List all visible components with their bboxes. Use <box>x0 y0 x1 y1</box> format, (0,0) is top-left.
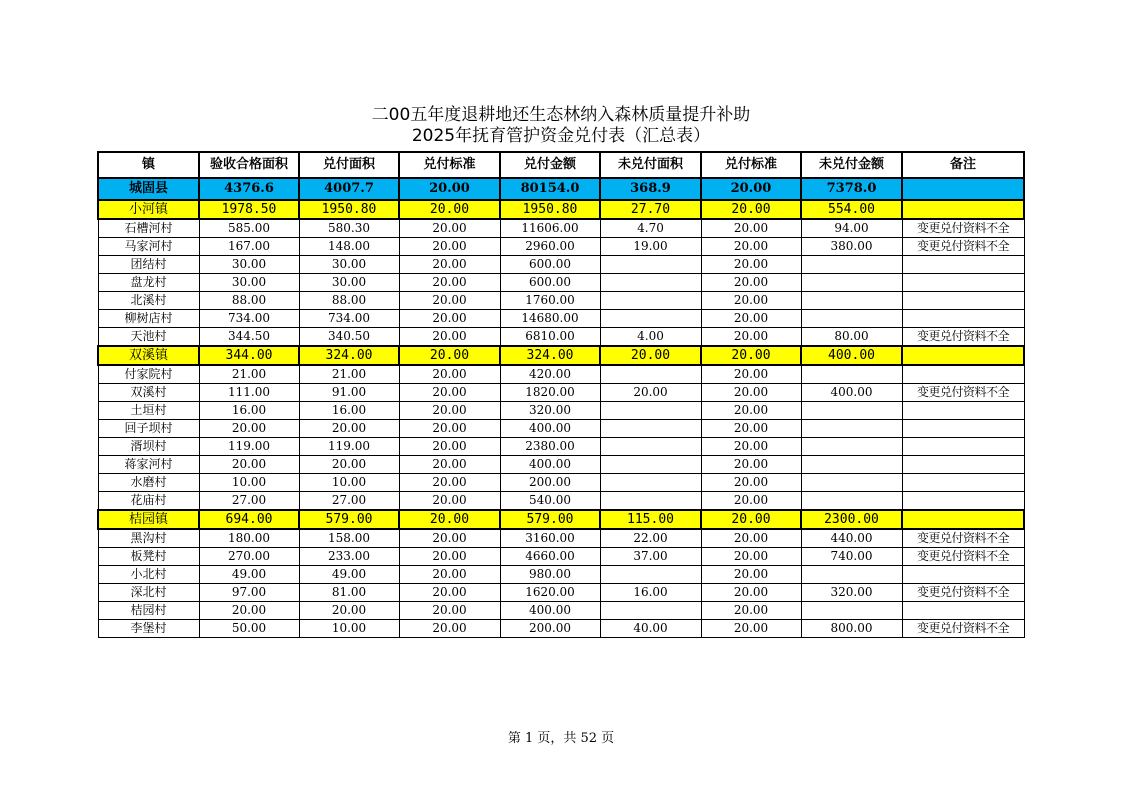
cell-remarks <box>902 274 1024 292</box>
cell-unpaid-amount <box>801 492 902 511</box>
cell-unpaid-amount: 320.00 <box>801 584 902 602</box>
col-header-paid-area: 兑付面积 <box>299 152 399 178</box>
cell-unpaid-standard: 20.00 <box>701 438 801 456</box>
cell-pay-standard: 20.00 <box>399 602 500 620</box>
cell-paid-amount: 200.00 <box>500 474 600 492</box>
cell-accepted-area: 50.00 <box>199 620 299 638</box>
cell-unpaid-standard: 20.00 <box>701 256 801 274</box>
cell-paid-amount: 1760.00 <box>500 292 600 310</box>
cell-pay-standard: 20.00 <box>399 566 500 584</box>
village-row <box>98 384 1024 402</box>
cell-paid-amount: 6810.00 <box>500 328 600 347</box>
cell-unpaid-area <box>600 566 701 584</box>
cell-name: 蒋家河村 <box>98 456 199 474</box>
cell-paid-area: 20.00 <box>299 420 399 438</box>
cell-accepted-area: 585.00 <box>199 219 299 238</box>
cell-paid-area: 30.00 <box>299 274 399 292</box>
cell-paid-amount: 2960.00 <box>500 238 600 256</box>
cell-paid-area: 10.00 <box>299 474 399 492</box>
cell-paid-amount: 4660.00 <box>500 548 600 566</box>
cell-unpaid-amount <box>801 402 902 420</box>
payment-summary-table <box>97 151 1025 638</box>
cell-paid-amount: 1950.80 <box>500 200 600 219</box>
cell-remarks <box>902 292 1024 310</box>
cell-remarks <box>902 310 1024 328</box>
cell-pay-standard: 20.00 <box>399 584 500 602</box>
cell-unpaid-amount: 380.00 <box>801 238 902 256</box>
cell-paid-amount: 400.00 <box>500 456 600 474</box>
cell-unpaid-area: 19.00 <box>600 238 701 256</box>
cell-remarks: 变更兑付资料不全 <box>902 529 1024 548</box>
cell-paid-amount: 200.00 <box>500 620 600 638</box>
cell-accepted-area: 16.00 <box>199 402 299 420</box>
cell-unpaid-area: 22.00 <box>600 529 701 548</box>
cell-paid-area: 27.00 <box>299 492 399 511</box>
cell-unpaid-standard: 20.00 <box>701 548 801 566</box>
cell-remarks <box>902 602 1024 620</box>
cell-paid-area: 579.00 <box>299 510 399 529</box>
cell-pay-standard: 20.00 <box>399 238 500 256</box>
cell-unpaid-area: 37.00 <box>600 548 701 566</box>
cell-name: 石槽河村 <box>98 219 199 238</box>
cell-unpaid-standard: 20.00 <box>701 178 801 200</box>
cell-unpaid-amount: 554.00 <box>801 200 902 219</box>
col-header-accepted-area: 验收合格面积 <box>199 152 299 178</box>
cell-remarks: 变更兑付资料不全 <box>902 620 1024 638</box>
cell-accepted-area: 180.00 <box>199 529 299 548</box>
cell-remarks <box>902 178 1024 200</box>
cell-name: 北溪村 <box>98 292 199 310</box>
cell-remarks <box>902 256 1024 274</box>
cell-paid-area: 91.00 <box>299 384 399 402</box>
cell-unpaid-standard: 20.00 <box>701 456 801 474</box>
cell-paid-area: 20.00 <box>299 456 399 474</box>
cell-name: 小河镇 <box>98 200 199 219</box>
village-row <box>98 584 1024 602</box>
cell-pay-standard: 20.00 <box>399 292 500 310</box>
cell-name: 土垣村 <box>98 402 199 420</box>
cell-remarks: 变更兑付资料不全 <box>902 384 1024 402</box>
cell-unpaid-amount <box>801 566 902 584</box>
cell-accepted-area: 88.00 <box>199 292 299 310</box>
cell-paid-amount: 600.00 <box>500 256 600 274</box>
cell-paid-amount: 14680.00 <box>500 310 600 328</box>
cell-remarks <box>902 420 1024 438</box>
cell-unpaid-standard: 20.00 <box>701 200 801 219</box>
cell-remarks <box>902 346 1024 365</box>
cell-paid-amount: 11606.00 <box>500 219 600 238</box>
cell-accepted-area: 344.50 <box>199 328 299 347</box>
cell-accepted-area: 10.00 <box>199 474 299 492</box>
cell-unpaid-standard: 20.00 <box>701 402 801 420</box>
document-title-line-1: 二00五年度退耕地还生态林纳入森林质量提升补助 <box>371 105 751 125</box>
cell-unpaid-area <box>600 602 701 620</box>
cell-accepted-area: 20.00 <box>199 602 299 620</box>
cell-name: 柳树店村 <box>98 310 199 328</box>
cell-name: 天池村 <box>98 328 199 347</box>
cell-remarks <box>902 200 1024 219</box>
cell-unpaid-amount: 400.00 <box>801 384 902 402</box>
cell-pay-standard: 20.00 <box>399 328 500 347</box>
cell-paid-area: 158.00 <box>299 529 399 548</box>
cell-unpaid-area: 368.9 <box>600 178 701 200</box>
cell-paid-area: 21.00 <box>299 365 399 384</box>
cell-unpaid-amount: 2300.00 <box>801 510 902 529</box>
cell-unpaid-amount <box>801 474 902 492</box>
cell-name: 付家院村 <box>98 365 199 384</box>
cell-unpaid-amount: 740.00 <box>801 548 902 566</box>
cell-unpaid-amount <box>801 420 902 438</box>
cell-unpaid-amount: 94.00 <box>801 219 902 238</box>
cell-paid-area: 233.00 <box>299 548 399 566</box>
village-row <box>98 219 1024 238</box>
village-row <box>98 256 1024 274</box>
cell-accepted-area: 270.00 <box>199 548 299 566</box>
cell-pay-standard: 20.00 <box>399 178 500 200</box>
cell-pay-standard: 20.00 <box>399 402 500 420</box>
cell-pay-standard: 20.00 <box>399 420 500 438</box>
cell-pay-standard: 20.00 <box>399 219 500 238</box>
cell-unpaid-amount: 7378.0 <box>801 178 902 200</box>
cell-pay-standard: 20.00 <box>399 438 500 456</box>
cell-accepted-area: 167.00 <box>199 238 299 256</box>
cell-accepted-area: 119.00 <box>199 438 299 456</box>
village-row <box>98 620 1024 638</box>
village-row <box>98 474 1024 492</box>
cell-paid-area: 119.00 <box>299 438 399 456</box>
cell-unpaid-area <box>600 474 701 492</box>
cell-pay-standard: 20.00 <box>399 384 500 402</box>
cell-unpaid-standard: 20.00 <box>701 620 801 638</box>
cell-accepted-area: 21.00 <box>199 365 299 384</box>
cell-unpaid-area <box>600 456 701 474</box>
col-header-unpaid-amount: 未兑付金额 <box>801 152 902 178</box>
cell-unpaid-standard: 20.00 <box>701 328 801 347</box>
cell-unpaid-standard: 20.00 <box>701 238 801 256</box>
cell-name: 城固县 <box>98 178 199 200</box>
cell-pay-standard: 20.00 <box>399 548 500 566</box>
cell-unpaid-standard: 20.00 <box>701 584 801 602</box>
cell-name: 板凳村 <box>98 548 199 566</box>
village-row <box>98 492 1024 511</box>
cell-name: 盘龙村 <box>98 274 199 292</box>
cell-unpaid-standard: 20.00 <box>701 474 801 492</box>
cell-paid-area: 16.00 <box>299 402 399 420</box>
cell-unpaid-amount <box>801 256 902 274</box>
cell-remarks <box>902 365 1024 384</box>
cell-paid-area: 4007.7 <box>299 178 399 200</box>
cell-pay-standard: 20.00 <box>399 456 500 474</box>
village-row <box>98 602 1024 620</box>
cell-accepted-area: 20.00 <box>199 420 299 438</box>
cell-unpaid-area <box>600 365 701 384</box>
cell-name: 双溪镇 <box>98 346 199 365</box>
cell-name: 桔园村 <box>98 602 199 620</box>
cell-unpaid-amount <box>801 365 902 384</box>
cell-remarks <box>902 492 1024 511</box>
cell-name: 李堡村 <box>98 620 199 638</box>
cell-unpaid-area: 27.70 <box>600 200 701 219</box>
cell-pay-standard: 20.00 <box>399 346 500 365</box>
cell-accepted-area: 97.00 <box>199 584 299 602</box>
cell-paid-amount: 324.00 <box>500 346 600 365</box>
cell-unpaid-area: 20.00 <box>600 384 701 402</box>
cell-pay-standard: 20.00 <box>399 200 500 219</box>
document-title-line-2: 2025年抚育管护资金兑付表（汇总表） <box>411 126 711 146</box>
cell-paid-amount: 2380.00 <box>500 438 600 456</box>
cell-unpaid-standard: 20.00 <box>701 529 801 548</box>
village-row <box>98 402 1024 420</box>
cell-accepted-area: 1978.50 <box>199 200 299 219</box>
col-header-unpaid-standard: 兑付标准 <box>701 152 801 178</box>
cell-remarks: 变更兑付资料不全 <box>902 328 1024 347</box>
cell-pay-standard: 20.00 <box>399 365 500 384</box>
page-footer: 第 1 页，共 52 页 <box>507 731 615 746</box>
village-row <box>98 456 1024 474</box>
cell-accepted-area: 27.00 <box>199 492 299 511</box>
cell-paid-area: 10.00 <box>299 620 399 638</box>
cell-unpaid-area <box>600 310 701 328</box>
cell-unpaid-amount: 80.00 <box>801 328 902 347</box>
cell-accepted-area: 49.00 <box>199 566 299 584</box>
cell-name: 马家河村 <box>98 238 199 256</box>
cell-pay-standard: 20.00 <box>399 510 500 529</box>
cell-unpaid-standard: 20.00 <box>701 566 801 584</box>
header-row <box>98 152 1024 178</box>
village-row <box>98 310 1024 328</box>
cell-accepted-area: 694.00 <box>199 510 299 529</box>
cell-unpaid-amount <box>801 438 902 456</box>
cell-unpaid-area: 20.00 <box>600 346 701 365</box>
cell-unpaid-standard: 20.00 <box>701 602 801 620</box>
village-row <box>98 566 1024 584</box>
cell-paid-amount: 320.00 <box>500 402 600 420</box>
village-row <box>98 274 1024 292</box>
cell-accepted-area: 20.00 <box>199 456 299 474</box>
col-header-remarks: 备注 <box>902 152 1024 178</box>
cell-unpaid-amount <box>801 456 902 474</box>
cell-paid-amount: 1820.00 <box>500 384 600 402</box>
cell-remarks <box>902 510 1024 529</box>
cell-name: 双溪村 <box>98 384 199 402</box>
cell-unpaid-standard: 20.00 <box>701 510 801 529</box>
cell-pay-standard: 20.00 <box>399 310 500 328</box>
cell-unpaid-amount <box>801 602 902 620</box>
cell-accepted-area: 30.00 <box>199 274 299 292</box>
cell-unpaid-amount <box>801 292 902 310</box>
cell-unpaid-area: 4.70 <box>600 219 701 238</box>
table-body <box>98 178 1024 638</box>
cell-accepted-area: 30.00 <box>199 256 299 274</box>
col-header-town: 镇 <box>98 152 199 178</box>
cell-unpaid-area <box>600 274 701 292</box>
cell-unpaid-standard: 20.00 <box>701 384 801 402</box>
cell-accepted-area: 4376.6 <box>199 178 299 200</box>
cell-paid-amount: 3160.00 <box>500 529 600 548</box>
cell-unpaid-area: 4.00 <box>600 328 701 347</box>
cell-paid-amount: 400.00 <box>500 602 600 620</box>
cell-paid-area: 324.00 <box>299 346 399 365</box>
cell-paid-area: 1950.80 <box>299 200 399 219</box>
cell-paid-area: 580.30 <box>299 219 399 238</box>
cell-unpaid-area <box>600 402 701 420</box>
cell-unpaid-area: 40.00 <box>600 620 701 638</box>
cell-name: 团结村 <box>98 256 199 274</box>
cell-paid-area: 148.00 <box>299 238 399 256</box>
col-header-unpaid-area: 未兑付面积 <box>600 152 701 178</box>
cell-name: 桔园镇 <box>98 510 199 529</box>
cell-paid-area: 81.00 <box>299 584 399 602</box>
cell-unpaid-standard: 20.00 <box>701 292 801 310</box>
cell-accepted-area: 111.00 <box>199 384 299 402</box>
cell-remarks <box>902 438 1024 456</box>
cell-unpaid-standard: 20.00 <box>701 274 801 292</box>
cell-unpaid-amount: 400.00 <box>801 346 902 365</box>
cell-unpaid-standard: 20.00 <box>701 346 801 365</box>
cell-unpaid-area: 115.00 <box>600 510 701 529</box>
cell-unpaid-area <box>600 492 701 511</box>
cell-remarks: 变更兑付资料不全 <box>902 219 1024 238</box>
town-subtotal-row <box>98 200 1024 219</box>
cell-paid-amount: 980.00 <box>500 566 600 584</box>
village-row <box>98 328 1024 347</box>
cell-unpaid-amount: 800.00 <box>801 620 902 638</box>
cell-unpaid-amount <box>801 310 902 328</box>
cell-paid-amount: 420.00 <box>500 365 600 384</box>
cell-unpaid-area <box>600 256 701 274</box>
village-row <box>98 548 1024 566</box>
cell-pay-standard: 20.00 <box>399 256 500 274</box>
cell-unpaid-area <box>600 292 701 310</box>
cell-unpaid-amount <box>801 274 902 292</box>
cell-accepted-area: 734.00 <box>199 310 299 328</box>
cell-name: 黑沟村 <box>98 529 199 548</box>
cell-paid-area: 340.50 <box>299 328 399 347</box>
town-subtotal-row <box>98 510 1024 529</box>
cell-paid-amount: 400.00 <box>500 420 600 438</box>
county-total-row <box>98 178 1024 200</box>
village-row <box>98 529 1024 548</box>
cell-pay-standard: 20.00 <box>399 474 500 492</box>
cell-paid-area: 20.00 <box>299 602 399 620</box>
cell-remarks: 变更兑付资料不全 <box>902 548 1024 566</box>
cell-name: 花庙村 <box>98 492 199 511</box>
cell-paid-area: 49.00 <box>299 566 399 584</box>
town-subtotal-row <box>98 346 1024 365</box>
cell-remarks <box>902 474 1024 492</box>
cell-unpaid-standard: 20.00 <box>701 365 801 384</box>
cell-unpaid-standard: 20.00 <box>701 420 801 438</box>
cell-name: 小北村 <box>98 566 199 584</box>
cell-unpaid-standard: 20.00 <box>701 492 801 511</box>
cell-paid-amount: 579.00 <box>500 510 600 529</box>
cell-unpaid-amount: 440.00 <box>801 529 902 548</box>
village-row <box>98 420 1024 438</box>
village-row <box>98 365 1024 384</box>
cell-remarks: 变更兑付资料不全 <box>902 584 1024 602</box>
cell-pay-standard: 20.00 <box>399 529 500 548</box>
village-row <box>98 238 1024 256</box>
cell-unpaid-standard: 20.00 <box>701 310 801 328</box>
col-header-pay-standard: 兑付标准 <box>399 152 500 178</box>
cell-paid-amount: 600.00 <box>500 274 600 292</box>
village-row <box>98 292 1024 310</box>
cell-accepted-area: 344.00 <box>199 346 299 365</box>
village-row <box>98 438 1024 456</box>
cell-paid-area: 30.00 <box>299 256 399 274</box>
cell-paid-amount: 80154.0 <box>500 178 600 200</box>
cell-name: 深北村 <box>98 584 199 602</box>
col-header-paid-amount: 兑付金额 <box>500 152 600 178</box>
cell-name: 水磨村 <box>98 474 199 492</box>
cell-name: 湑坝村 <box>98 438 199 456</box>
cell-pay-standard: 20.00 <box>399 492 500 511</box>
cell-paid-area: 734.00 <box>299 310 399 328</box>
cell-unpaid-area <box>600 438 701 456</box>
cell-unpaid-standard: 20.00 <box>701 219 801 238</box>
cell-pay-standard: 20.00 <box>399 620 500 638</box>
cell-name: 回子坝村 <box>98 420 199 438</box>
cell-unpaid-area: 16.00 <box>600 584 701 602</box>
cell-remarks: 变更兑付资料不全 <box>902 238 1024 256</box>
cell-remarks <box>902 566 1024 584</box>
cell-unpaid-area <box>600 420 701 438</box>
cell-paid-amount: 1620.00 <box>500 584 600 602</box>
cell-pay-standard: 20.00 <box>399 274 500 292</box>
cell-paid-amount: 540.00 <box>500 492 600 511</box>
cell-remarks <box>902 402 1024 420</box>
cell-paid-area: 88.00 <box>299 292 399 310</box>
cell-remarks <box>902 456 1024 474</box>
